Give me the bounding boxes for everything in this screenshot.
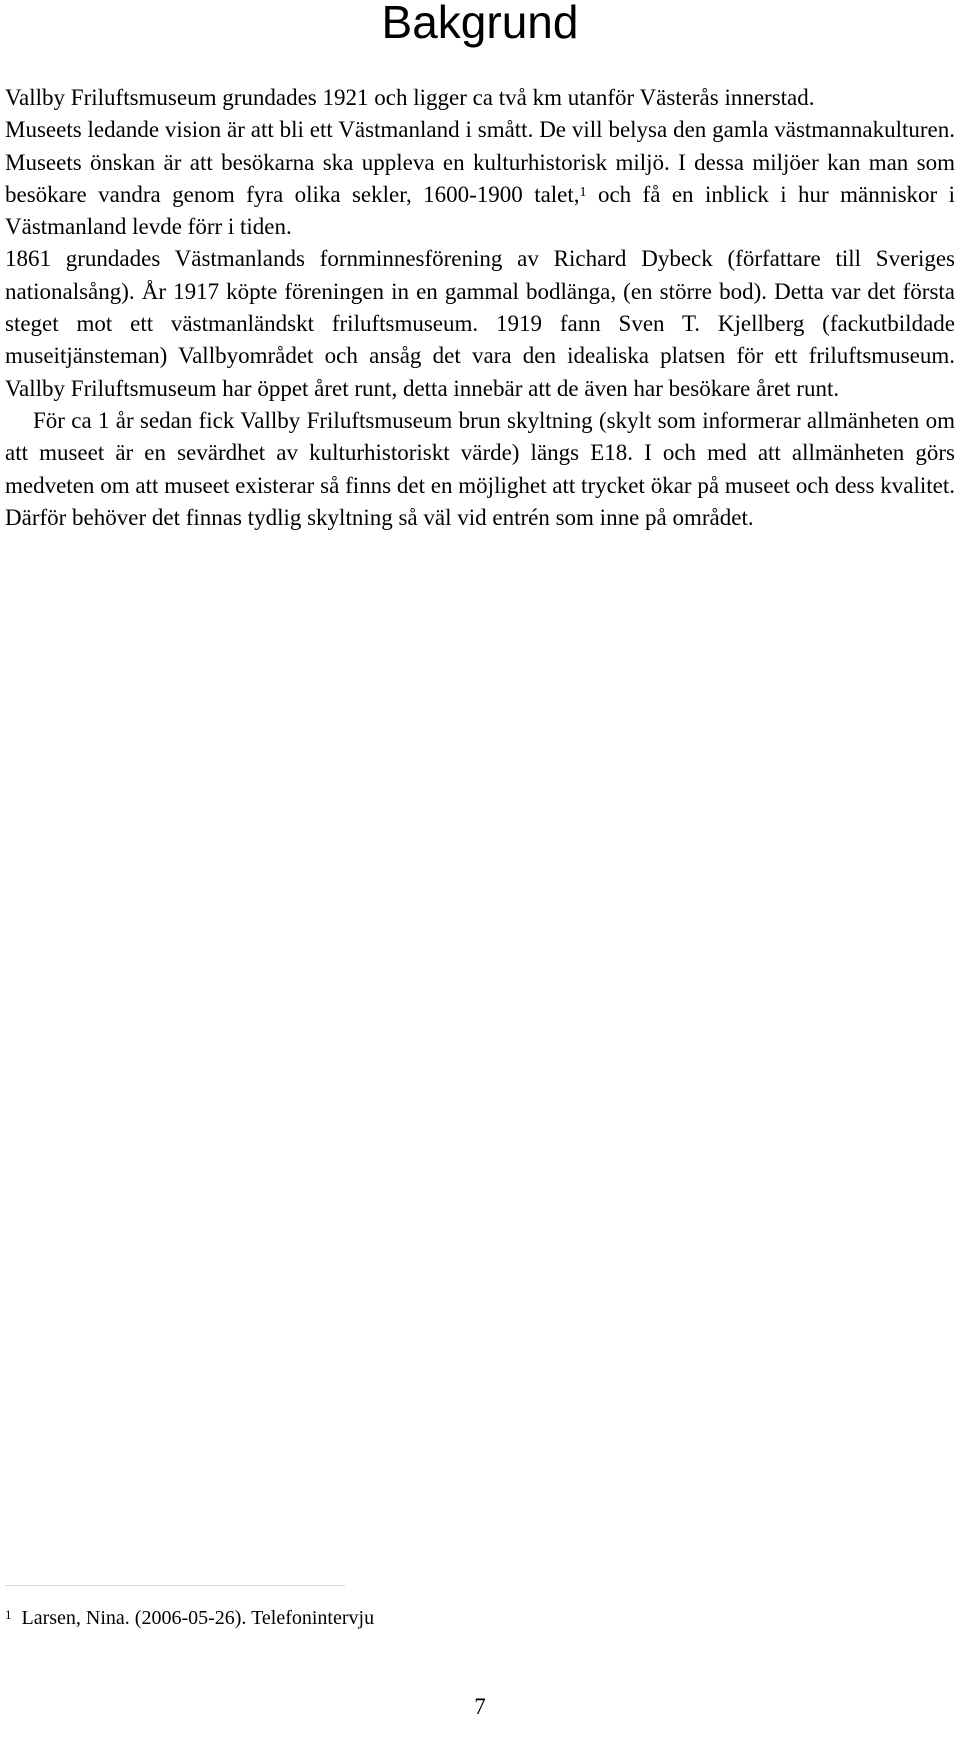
footnote — [5, 1605, 374, 1631]
paragraph-1: Vallby Friluftsmuseum grundades 1921 och ligger ca två km utanför Västerås innerstad. — [5, 85, 815, 110]
paragraph-2-text-a: Museets ledande vision är att bli ett Västmanland i smått. De vill belysa den gamla västmannakulturen. Museets önskan är att besökarna ska uppleva en kulturhistorisk miljö. I dessa miljöer kan man som besökare vandra genom fyra olika sekler, 1600-1900 talet, — [5, 117, 955, 207]
footnote-divider — [5, 1585, 345, 1586]
paragraph-3: 1861 grundades Västmanlands fornminnesförening av Richard Dybeck (författare till Sveriges nationalsång). År 1917 köpte föreningen in en gammal bodlänga, (en större bod). Detta var det första steget mot ett västmanländskt friluftsmuseum. 1919 fann Sven T. Kjellberg (fackutbildade museitjänsteman) Vallbyområdet och ansåg det vara den idealiska platsen för ett friluftsmuseum. Vallby Friluftsmuseum har öppet året runt, detta innebär att de även har besökare året runt. — [5, 246, 955, 401]
footnote-reference[interactable]: 1 — [579, 184, 587, 200]
paragraph-2 — [5, 114, 955, 243]
footnote-text: Larsen, Nina. (2006-05-26). Telefonintervju — [21, 1607, 375, 1629]
body-text — [5, 82, 955, 534]
paragraph-2-text-b: och få en inblick i hur människor i Västmanland levde förr i tiden. — [5, 181, 955, 240]
paragraph-4: För ca 1 år sedan fick Vallby Friluftsmuseum brun skyltning (skylt som informerar allmänheten om att museet är en sevärdhet av kulturhistoriskt värde) längs E18. I och med att allmänheten görs medveten om att museet existerar så finns det en möjlighet att trycket ökar på museet och dess kvalitet. Därför behöver det finnas tydlig skyltning så väl vid entrén som inne på området. — [5, 407, 955, 530]
page-title: Bakgrund — [381, 0, 579, 48]
page-number: 7 — [474, 1694, 486, 1719]
footnote-number: 1 — [5, 1607, 12, 1622]
